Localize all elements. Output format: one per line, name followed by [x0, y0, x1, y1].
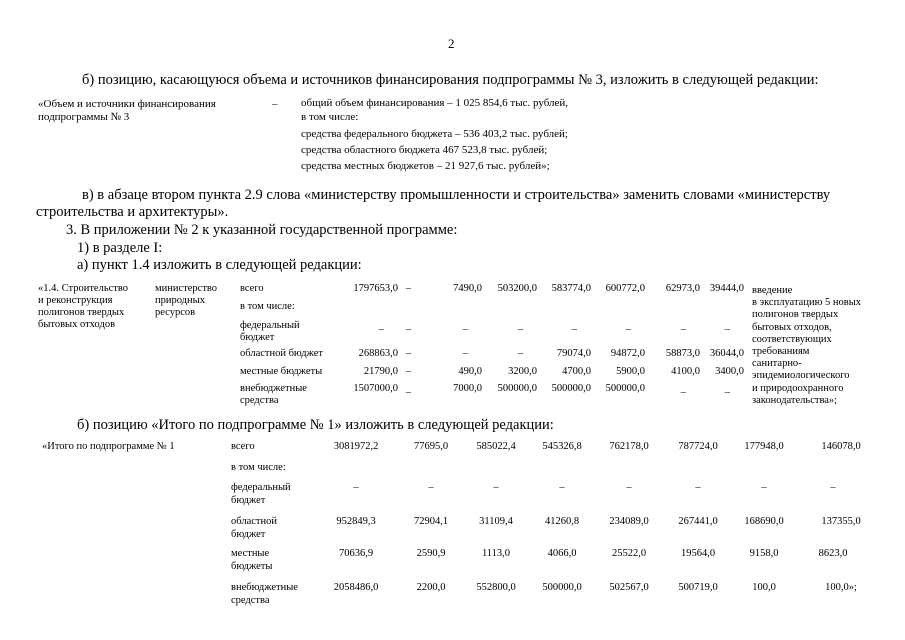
t1-cell: –: [517, 324, 523, 335]
t1-cell: 3400,0: [715, 366, 744, 377]
t2-row-label: бюджет: [231, 528, 266, 540]
t1-name-line: полигонов твердых: [38, 307, 125, 318]
t1-cell: 36044,0: [709, 348, 744, 359]
t2-row-label: всего: [231, 441, 255, 452]
t1-cell: –: [462, 324, 468, 335]
t1-cell: 4700,0: [562, 366, 591, 377]
t2-cell: –: [493, 482, 499, 493]
t1-executor-line: ресурсов: [155, 307, 196, 318]
t1-cell: 583774,0: [551, 283, 591, 294]
t1-cell: 490,0: [458, 366, 482, 377]
t2-cell: –: [761, 482, 767, 493]
t2-name: «Итого по подпрограмме № 1: [42, 441, 175, 452]
t2-cell: –: [559, 482, 565, 493]
t2-cell: 545326,8: [542, 441, 582, 452]
t2-cell: 77695,0: [413, 441, 449, 452]
paragraph-v-line-2: строительства и архитектуры».: [36, 204, 229, 220]
t2-cell: 234089,0: [609, 516, 649, 527]
t1-cell: 500000,0: [497, 383, 537, 394]
t1-executor-line: министерство: [155, 283, 218, 294]
t1-cell: 58873,0: [665, 348, 700, 359]
fin3-line-1: общий объем финансирования – 1 025 854,6 тыс. рублей,: [301, 97, 569, 109]
t1-cell: 1797653,0: [353, 283, 398, 294]
t1-cell: 7000,0: [453, 383, 482, 394]
t1-name-line: и реконструкция: [38, 295, 113, 306]
t1-cell: 600772,0: [605, 283, 645, 294]
t1-result-line: полигонов твердых: [752, 309, 839, 321]
t2-cell: –: [830, 482, 836, 493]
t2-cell: 4066,0: [547, 548, 577, 559]
t2-cell: –: [695, 482, 701, 493]
t2-cell: 8623,0: [818, 548, 848, 559]
t1-cell: 5900,0: [616, 366, 645, 377]
t2-cell: 552800,0: [476, 582, 516, 593]
t2-cell: –: [626, 482, 632, 493]
t1-result-line: бытовых отходов,: [752, 321, 832, 333]
t1-result-line: санитарно-: [752, 358, 802, 370]
t1-row-label: в том числе:: [240, 301, 295, 312]
t1-cell: 39444,0: [709, 283, 744, 294]
t2-row-label: областной: [231, 516, 277, 527]
fin3-dash: –: [272, 98, 278, 110]
t2-row-label: бюджеты: [231, 560, 273, 572]
t1-cell: 3200,0: [508, 366, 537, 377]
paragraph-1: 1) в разделе I:: [77, 240, 163, 256]
t1-name-line: «1.4. Строительство: [38, 283, 128, 294]
t2-cell: 1113,0: [481, 548, 511, 559]
paragraph-3: 3. В приложении № 2 к указанной государственной программе:: [66, 222, 458, 238]
t1-cell: 79074,0: [556, 348, 591, 359]
t1-cell: 268863,0: [358, 348, 398, 359]
t2-row-label: федеральный: [231, 482, 291, 493]
t2-cell: 100,0: [752, 582, 776, 593]
t2-cell: 2200,0: [416, 582, 446, 593]
t1-cell: –: [724, 387, 730, 398]
t1-name-line: бытовых отходов: [38, 319, 116, 330]
fin3-line-5: средства местных бюджетов – 21 927,6 тыс. рублей»;: [301, 160, 550, 172]
t1-executor-line: природных: [155, 295, 205, 306]
t1-cell: –: [405, 324, 411, 335]
paragraph-b-subprogram3: б) позицию, касающуюся объема и источников финансирования подпрограммы № 3, изложить в следующей редакции:: [82, 72, 819, 88]
t1-cell: 7490,0: [453, 283, 482, 294]
t1-cell: –: [462, 348, 468, 359]
t1-cell: 500000,0: [551, 383, 591, 394]
t2-cell: 2590,9: [416, 548, 446, 559]
paragraph-v-line-1: в) в абзаце втором пункта 2.9 слова «министерству промышленности и строительства» заменить словами «министерству: [82, 187, 831, 203]
t1-result-line: требованиям: [752, 346, 810, 357]
fin3-line-4: средства областного бюджета 467 523,8 тыс. рублей;: [301, 144, 548, 156]
t2-cell: 177948,0: [744, 441, 784, 452]
t2-cell: 100,0»;: [825, 582, 857, 593]
t2-cell: 762178,0: [609, 441, 649, 452]
t1-cell: –: [680, 387, 686, 398]
t1-row-label: внебюджетные: [240, 383, 307, 394]
t1-result-line: законодательства»;: [752, 394, 838, 406]
t2-cell: 952849,3: [336, 516, 376, 527]
page-number: 2: [448, 36, 455, 51]
t2-cell: 2058486,0: [333, 582, 379, 593]
t1-cell: 94872,0: [610, 348, 645, 359]
t2-cell: 70636,9: [338, 548, 374, 559]
t1-result-line: соответствующих: [752, 333, 832, 345]
t2-cell: 502567,0: [609, 582, 649, 593]
t1-result-line: эпидемиологического: [752, 370, 850, 382]
t1-result-line: и природоохранного: [752, 382, 844, 394]
t2-cell: 9158,0: [749, 548, 779, 559]
t1-row-label: бюджет: [240, 332, 275, 343]
t1-result-line: в эксплуатацию 5 новых: [752, 297, 862, 309]
t1-cell: –: [517, 348, 523, 359]
t2-row-label: местные: [231, 548, 270, 559]
t1-cell: –: [378, 324, 384, 335]
t2-cell: 585022,4: [476, 441, 516, 452]
t2-cell: 137355,0: [821, 516, 861, 527]
fin3-left-line-2: подпрограммы № 3: [38, 111, 130, 123]
fin3-line-3: средства федерального бюджета – 536 403,2 тыс. рублей;: [301, 128, 568, 140]
t2-cell: 25522,0: [611, 548, 647, 559]
t1-row-label: областной бюджет: [240, 348, 323, 359]
t1-cell: 503200,0: [497, 283, 537, 294]
t1-row-label: местные бюджеты: [240, 366, 323, 377]
t2-row-label: бюджет: [231, 494, 266, 506]
t2-cell: 500719,0: [678, 582, 718, 593]
t2-cell: 72904,1: [413, 516, 449, 527]
t1-cell: –: [625, 324, 631, 335]
t1-cell: –: [405, 283, 411, 294]
t2-cell: –: [428, 482, 434, 493]
t1-cell: –: [571, 324, 577, 335]
t1-cell: 21790,0: [363, 366, 398, 377]
t1-row-label: федеральный: [240, 320, 300, 331]
fin3-line-2: в том числе:: [301, 111, 359, 123]
t1-row-label: всего: [240, 283, 264, 294]
t1-row-label: средства: [240, 395, 279, 406]
t1-result-line: введение: [752, 285, 793, 296]
t1-cell: 4100,0: [671, 366, 700, 377]
paragraph-a: а) пункт 1.4 изложить в следующей редакции:: [77, 257, 362, 273]
t1-cell: –: [405, 366, 411, 377]
t2-row-label: внебюджетные: [231, 582, 298, 593]
paragraph-b-total: б) позицию «Итого по подпрограмме № 1» изложить в следующей редакции:: [77, 417, 554, 433]
t1-cell: 1507000,0: [353, 383, 398, 394]
t2-cell: 146078,0: [821, 441, 861, 452]
t2-row-label: в том числе:: [231, 462, 286, 473]
t1-cell: –: [405, 348, 411, 359]
t2-cell: 31109,4: [479, 516, 513, 527]
t2-cell: 500000,0: [542, 582, 582, 593]
t1-cell: –: [680, 324, 686, 335]
t1-cell: 62973,0: [665, 283, 700, 294]
t2-row-label: средства: [231, 594, 270, 606]
t1-cell: –: [405, 387, 411, 398]
t2-cell: 3081972,2: [333, 441, 379, 452]
t1-cell: 500000,0: [605, 383, 645, 394]
t2-cell: 41260,8: [544, 516, 580, 527]
fin3-left-line-1: «Объем и источники финансирования: [38, 98, 216, 110]
t1-cell: –: [724, 324, 730, 335]
t2-cell: 168690,0: [744, 516, 784, 527]
t2-cell: –: [353, 482, 359, 493]
t2-cell: 19564,0: [680, 548, 716, 559]
t2-cell: 787724,0: [678, 441, 718, 452]
t2-cell: 267441,0: [678, 516, 718, 527]
